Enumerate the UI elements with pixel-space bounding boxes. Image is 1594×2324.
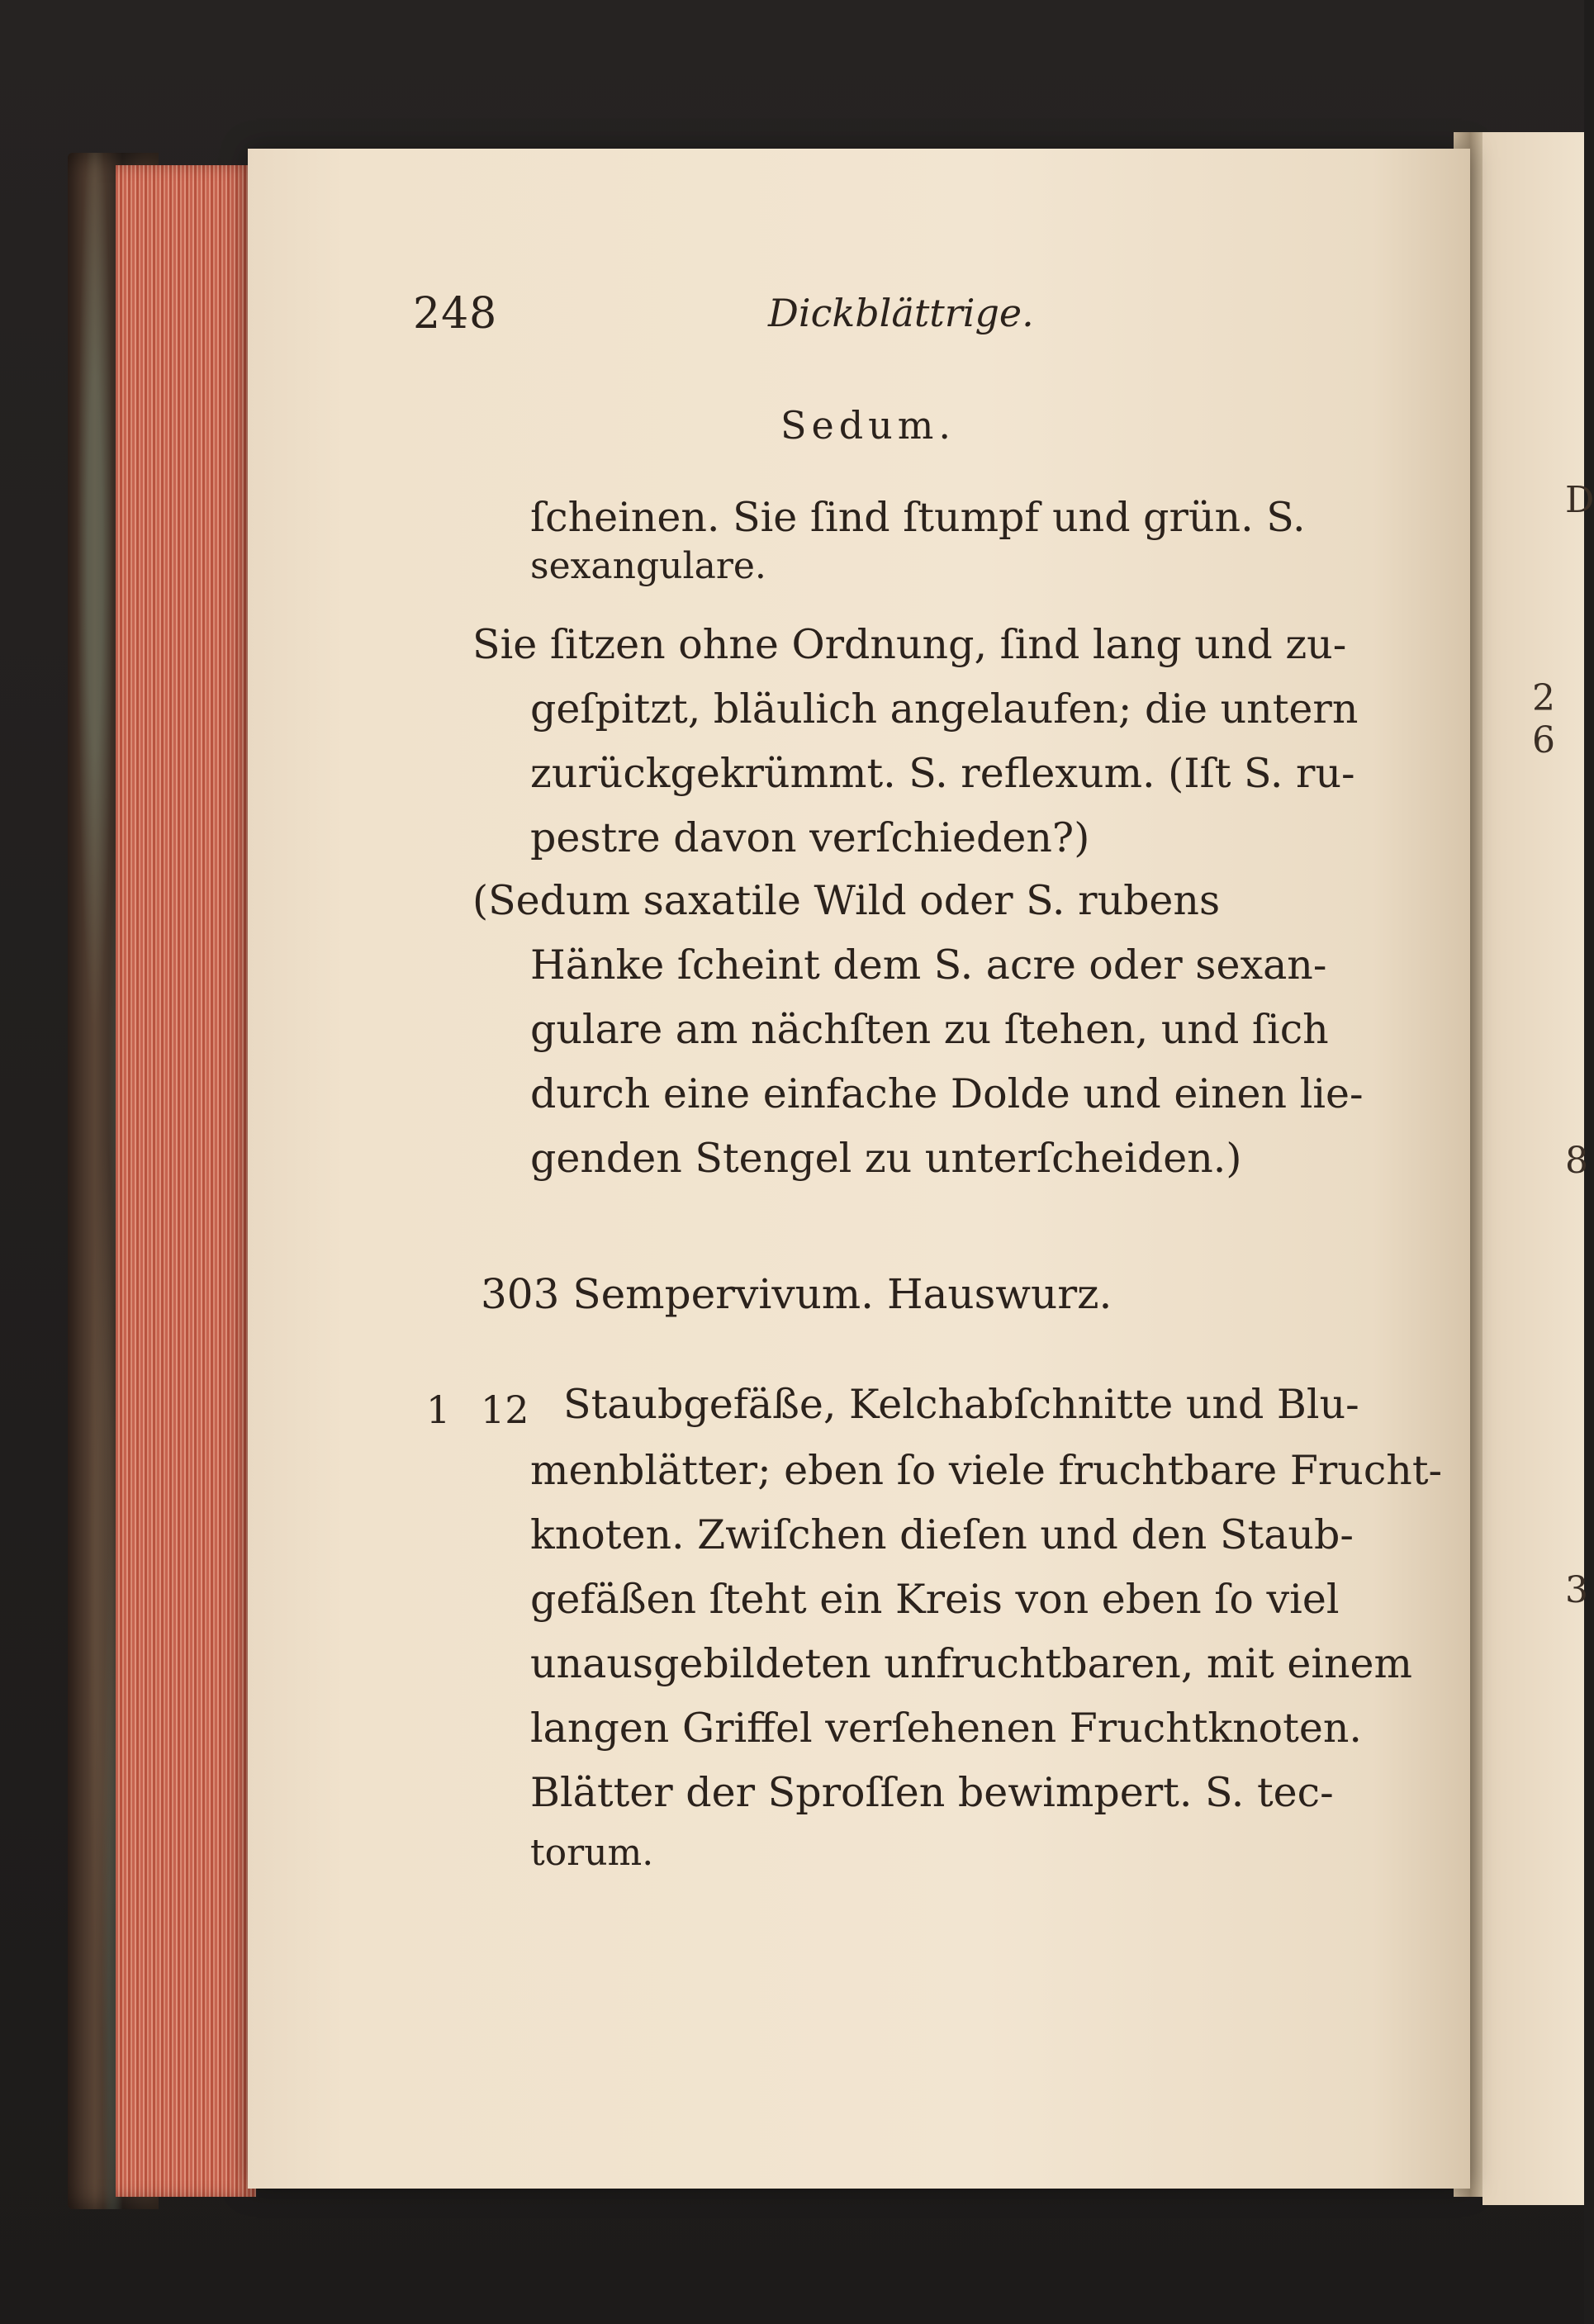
- text-line: Hänke ſcheint dem S. acre oder sexan-: [530, 941, 1327, 989]
- text-line: ſcheinen. Sie ſind ſtumpf und grün. S.: [530, 494, 1306, 541]
- text-line: geſpitzt, bläulich angelaufen; die untern: [530, 685, 1359, 733]
- text-line: gefäßen ſteht ein Kreis von eben ſo viel: [530, 1576, 1340, 1623]
- text-line: Blätter der Sproſſen bewimpert. S. tec-: [530, 1769, 1334, 1816]
- facing-page: [1483, 132, 1594, 2205]
- genus-heading: 303 Sempervivum. Hauswurz.: [481, 1270, 1112, 1318]
- text-line: durch eine einfache Dolde und einen lie-: [530, 1070, 1364, 1117]
- facing-page-glyph: D: [1565, 479, 1594, 521]
- text-line: (Sedum saxatile Wild oder S. rubens: [472, 877, 1221, 924]
- facing-page-glyph: 3: [1565, 1569, 1588, 1611]
- text-line: zurückgekrümmt. S. reflexum. (Iſt S. ru-: [530, 750, 1355, 797]
- text-line: Sie ſitzen ohne Ordnung, ſind lang und zu-: [472, 621, 1347, 668]
- text-line: gulare am nächſten zu ſtehen, und ſich: [530, 1006, 1329, 1053]
- text-line: Staubgefäße, Kelchabſchnitte und Blu-: [563, 1381, 1359, 1428]
- text-line: menblätter; eben ſo viele fruchtbare Frucht-: [530, 1447, 1443, 1494]
- text-line: genden Stengel zu unterſcheiden.): [530, 1135, 1242, 1182]
- text-line: sexangulare.: [530, 545, 766, 587]
- species-number: 12: [481, 1387, 529, 1432]
- text-line: unausgebildeten unfruchtbaren, mit einem: [530, 1640, 1413, 1687]
- facing-page-glyph: 2 6: [1532, 677, 1555, 761]
- text-line: knoten. Zwiſchen dieſen und den Staub-: [530, 1511, 1354, 1558]
- page-number: 248: [413, 289, 498, 339]
- text-line: pestre davon verſchieden?): [530, 814, 1090, 861]
- species-marker: 1: [426, 1387, 451, 1432]
- running-head: Dickblättrige.: [768, 291, 1034, 335]
- page-edges: [116, 165, 256, 2197]
- section-title: Sedum.: [780, 403, 956, 448]
- text-line: torum.: [530, 1832, 654, 1874]
- facing-page-glyph: 8: [1565, 1140, 1588, 1182]
- text-line: langen Griffel verſehenen Fruchtknoten.: [530, 1705, 1362, 1752]
